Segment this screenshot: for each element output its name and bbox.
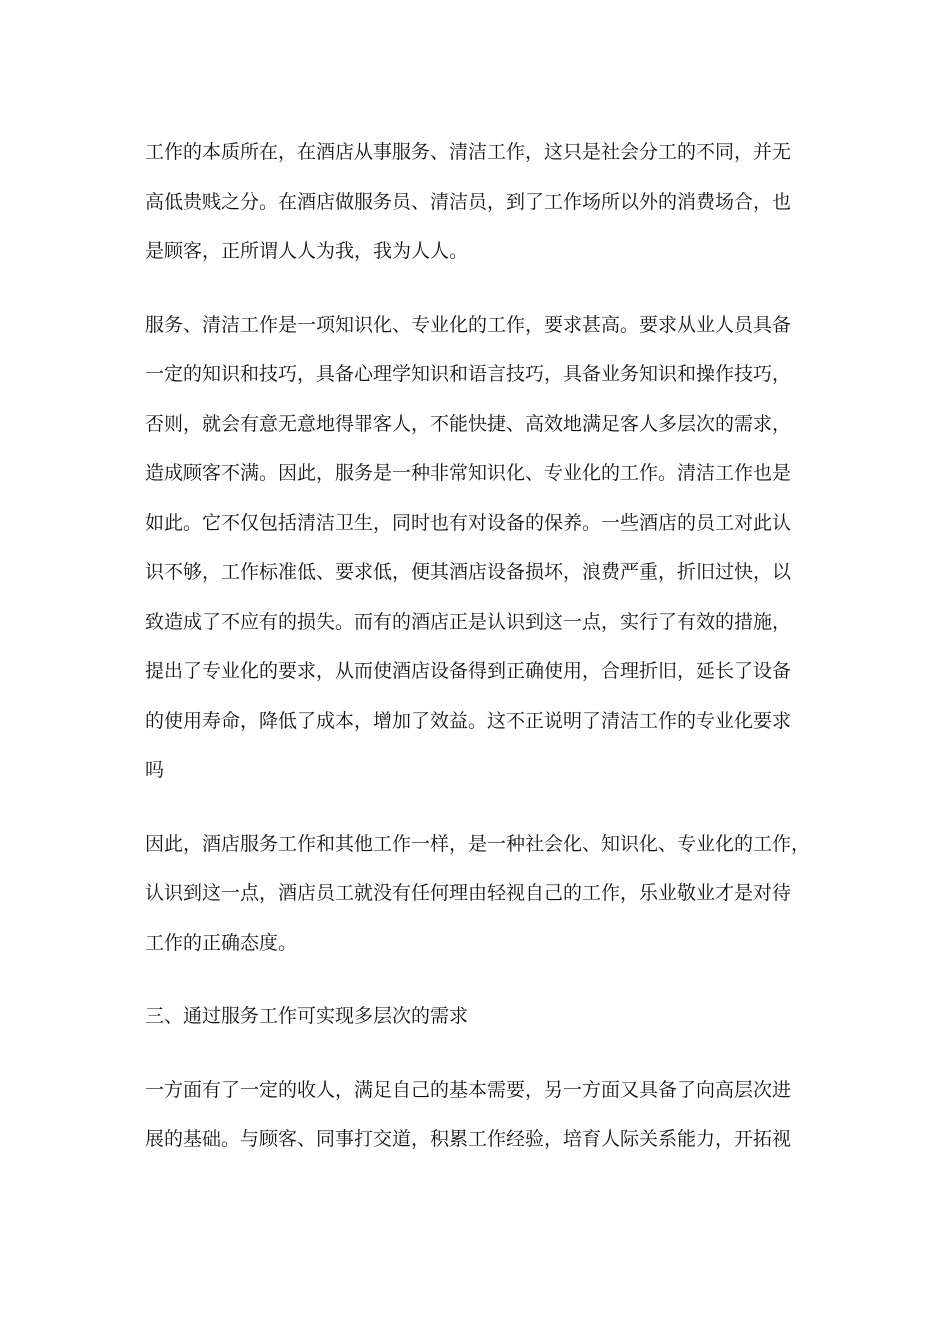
paragraph-line: 一方面有了一定的收人，满足自己的基本需要，另一方面又具备了向高层次进 bbox=[145, 1078, 792, 1101]
paragraph-line: 提出了专业化的要求，从而使酒店设备得到正确使用，合理折旧，延长了设备 bbox=[145, 660, 792, 682]
paragraph-line: 工作的本质所在，在酒店从事服务、清洁工作，这只是社会分工的不同，并无 bbox=[145, 141, 792, 163]
paragraph-spacer bbox=[145, 277, 805, 301]
heading-line: 三、通过服务工作可实现多层次的需求 bbox=[145, 1005, 469, 1027]
paragraph-line: 识不够，工作标准低、要求低，便其酒店设备损坏，浪费严重，折旧过快，以 bbox=[145, 561, 792, 583]
paragraph-line: 展的基础。与顾客、同事打交道，积累工作经验，培育人际关系能力，开拓视 bbox=[145, 1128, 792, 1150]
document-body bbox=[145, 128, 811, 1165]
paragraph-spacer bbox=[145, 1042, 805, 1066]
paragraph-line: 否则，就会有意无意地得罪客人，不能快捷、高效地满足客人多层次的需求， bbox=[145, 412, 792, 435]
paragraph-line: 造成顾客不满。因此，服务是一种非常知识化、专业化的工作。清洁工作也是 bbox=[145, 462, 792, 484]
paragraph-line: 高低贵贱之分。在酒店做服务员、清洁员，到了工作场所以外的消费场合，也 bbox=[145, 190, 792, 213]
paragraph-line: 如此。它不仅包括清洁卫生，同时也有对设备的保养。一些酒店的员工对此认 bbox=[145, 511, 792, 534]
paragraph-spacer bbox=[145, 968, 805, 992]
paragraph-line: 吗 bbox=[145, 759, 165, 781]
paragraph-3 bbox=[145, 820, 811, 969]
paragraph-line: 服务、清洁工作是一项知识化、专业化的工作，要求甚高。要求从业人员具备 bbox=[145, 313, 792, 336]
paragraph-line: 因此，酒店服务工作和其他工作一样，是一种社会化、知识化、专业化的工作， bbox=[145, 832, 811, 855]
paragraph-2 bbox=[145, 301, 805, 796]
paragraph-1 bbox=[145, 128, 805, 277]
paragraph-line: 一定的知识和技巧，具备心理学知识和语言技巧，具备业务知识和操作技巧， bbox=[145, 363, 792, 385]
paragraph-line: 是顾客，正所谓人人为我，我为人人。 bbox=[145, 240, 469, 262]
paragraph-line: 认识到这一点，酒店员工就没有任何理由轻视自己的工作，乐业敬业才是对待 bbox=[145, 882, 792, 904]
paragraph-4 bbox=[145, 1066, 805, 1165]
paragraph-spacer bbox=[145, 796, 805, 820]
paragraph-line: 致造成了不应有的损失。而有的酒店正是认识到这一点，实行了有效的措施， bbox=[145, 610, 792, 633]
paragraph-line: 的使用寿命，降低了成本，增加了效益。这不正说明了清洁工作的专业化要求 bbox=[145, 709, 792, 732]
paragraph-line: 工作的正确态度。 bbox=[145, 931, 298, 954]
section-heading bbox=[145, 992, 805, 1042]
